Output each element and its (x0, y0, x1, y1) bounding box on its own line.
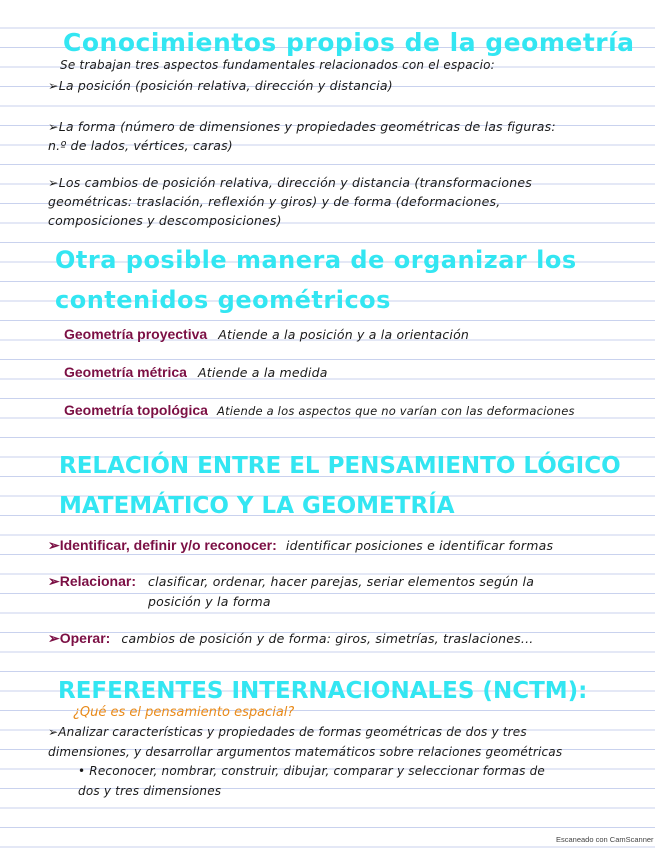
term-label: Geometría proyectiva (64, 326, 208, 342)
term-description: Atiende a la posición y a la orientación (218, 327, 470, 342)
list-item (48, 117, 556, 155)
list-item (48, 173, 532, 230)
bullet-arrow-icon: ➢ (48, 725, 59, 739)
list-item-text: Reconocer, nombrar, construir, dibujar, comparar y seleccionar formas de (89, 764, 545, 778)
term-description: Atiende a los aspectos que no varían con las deformaciones (217, 404, 575, 418)
bullet-arrow-icon: ➢ (48, 630, 60, 646)
term-description (148, 572, 534, 612)
term-label: Relacionar: (59, 573, 136, 589)
section2-title-line: Otra posible manera de organizar los (55, 246, 577, 274)
bullet-arrow-icon: ➢ (48, 573, 60, 589)
description-line: posición y la forma (148, 594, 271, 609)
list-item-text: La posición (posición relativa, dirección y distancia) (58, 78, 393, 93)
section4-subtitle: ¿Qué es el pensamiento espacial? (73, 705, 295, 720)
list-item (48, 78, 393, 93)
term-label: Operar: (59, 630, 111, 646)
section4-title: REFERENTES INTERNACIONALES (NCTM): (58, 678, 588, 704)
relation-row (48, 571, 136, 590)
bullet-dot-icon: • (78, 764, 86, 778)
section3-title (59, 446, 621, 526)
term-description: Atiende a la medida (198, 365, 328, 380)
list-item (48, 722, 562, 762)
section3-title-line: MATEMÁTICO Y LA GEOMETRÍA (59, 493, 455, 519)
bullet-arrow-icon: ➢ (48, 119, 59, 134)
list-item-text: La forma (número de dimensiones y propiedades geométricas de las figuras: (58, 119, 556, 134)
definition-row (64, 400, 575, 419)
term-label: Identificar, definir y/o reconocer: (59, 537, 277, 553)
bullet-arrow-icon: ➢ (48, 78, 59, 93)
list-item-text: dimensiones, y desarrollar argumentos matemáticos sobre relaciones geométricas (48, 745, 563, 759)
section1-title: Conocimientos propios de la geometría (63, 28, 635, 57)
term-label: Geometría métrica (64, 364, 187, 380)
term-label: Geometría topológica (64, 402, 208, 418)
list-item-text: composiciones y descomposiciones) (48, 213, 282, 228)
bullet-arrow-icon: ➢ (48, 175, 59, 190)
section2-title (55, 240, 577, 320)
section3-title-line: RELACIÓN ENTRE EL PENSAMIENTO LÓGICO (59, 453, 621, 479)
definition-row (64, 324, 469, 343)
list-item-text: n.º de lados, vértices, caras) (48, 138, 233, 153)
relation-row (48, 535, 553, 554)
list-item-text: dos y tres dimensiones (78, 784, 222, 798)
list-item-text: Analizar características y propiedades de formas geométricas de dos y tres (58, 725, 527, 739)
definition-row (64, 362, 328, 381)
list-item-text: geométricas: traslación, reflexión y giros) y de forma (deformaciones, (48, 194, 501, 209)
description-line: clasificar, ordenar, hacer parejas, seriar elementos según la (148, 574, 535, 589)
term-description: cambios de posición y de forma: giros, simetrías, traslaciones... (121, 631, 534, 646)
bullet-arrow-icon: ➢ (48, 537, 60, 553)
section2-title-line: contenidos geométricos (55, 286, 391, 314)
list-item-text: Los cambios de posición relativa, dirección y distancia (transformaciones (58, 175, 532, 190)
relation-row (48, 628, 533, 647)
term-description: identificar posiciones e identificar formas (285, 538, 554, 553)
section1-intro: Se trabajan tres aspectos fundamentales relacionados con el espacio: (60, 58, 495, 72)
scanner-watermark: Escaneado con CamScanner (556, 835, 654, 844)
sub-list-item (78, 761, 545, 801)
